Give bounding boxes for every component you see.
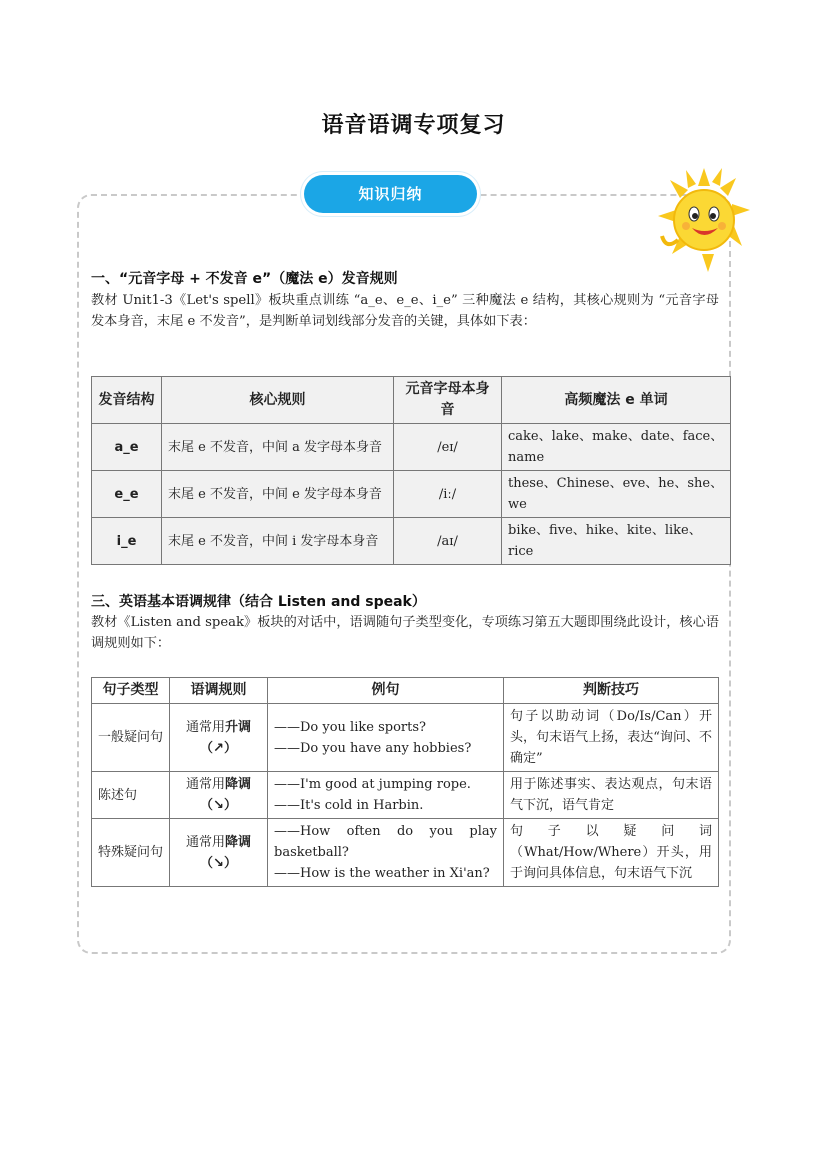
example-line: ——It's cold in Harbin.	[274, 798, 424, 813]
example-line: ——How is the weather in Xi'an?	[274, 866, 490, 881]
section3-heading: 三、英语基本语调规律（结合 Listen and speak）	[91, 594, 426, 610]
cell-structure: a_e	[92, 424, 162, 471]
table-row	[92, 819, 719, 887]
rule-keyword: 降调	[225, 834, 252, 850]
cell-tip: 用于陈述事实、表达观点，句末语气下沉，语气肯定	[504, 772, 719, 819]
falling-arrow-icon: （↘）	[200, 798, 237, 813]
table-row	[92, 772, 719, 819]
intonation-table	[91, 677, 719, 887]
rule-prefix: 通常用	[185, 719, 225, 735]
cell-type: 陈述句	[92, 772, 170, 819]
rising-arrow-icon: （↗）	[200, 740, 237, 756]
knowledge-badge: 知识归纳	[304, 175, 477, 213]
example-line: ——I'm good at jumping rope.	[274, 777, 471, 792]
cell-words: cake、lake、make、date、face、name	[502, 424, 731, 471]
rule-keyword: 降调	[225, 777, 252, 792]
table-header-row	[92, 377, 731, 424]
example-line: ——How often do you play basketball?	[274, 824, 497, 860]
cell-sound: /iː/	[394, 471, 502, 518]
example-line: ——Do you have any hobbies?	[274, 740, 472, 756]
example-line: ——Do you like sports?	[274, 719, 426, 735]
cell-tip: 句子以助动词（Do/Is/Can）开头，句末语气上扬，表达“询问、不确定”	[504, 704, 719, 772]
cell-rule: 末尾 e 不发音，中间 e 发字母本身音	[162, 471, 394, 518]
cell-type: 一般疑问句	[92, 704, 170, 772]
col-words: 高频魔法 e 单词	[502, 377, 731, 424]
section1-heading: 一、“元音字母 + 不发音 e”（魔法 e）发音规则	[91, 271, 398, 287]
cell-rule	[170, 704, 268, 772]
col-tips: 判断技巧	[504, 678, 719, 704]
col-intonation-rule: 语调规则	[170, 678, 268, 704]
cell-rule: 末尾 e 不发音，中间 i 发字母本身音	[162, 518, 394, 565]
cell-rule	[170, 772, 268, 819]
section3-paragraph: 教材《Listen and speak》板块的对话中，语调随句子类型变化，专项练习第五大题即围绕此设计，核心语调规则如下：	[91, 615, 719, 651]
cell-rule: 末尾 e 不发音，中间 a 发字母本身音	[162, 424, 394, 471]
falling-arrow-icon: （↘）	[200, 855, 237, 871]
cell-type: 特殊疑问句	[92, 819, 170, 887]
cell-words: these、Chinese、eve、he、she、we	[502, 471, 731, 518]
cell-example	[268, 772, 504, 819]
table-row	[92, 518, 731, 565]
col-sentence-type: 句子类型	[92, 678, 170, 704]
table-row	[92, 471, 731, 518]
section1-paragraph: 教材 Unit1-3《Let's spell》板块重点训练 “a_e、e_e、i_e” 三种魔法 e 结构，其核心规则为 “元音字母发本身音，末尾 e 不发音”，是判断单词划线部分发音的关键，具体如下表：	[91, 293, 719, 329]
col-core-rule: 核心规则	[162, 377, 394, 424]
cell-sound: /eɪ/	[394, 424, 502, 471]
magic-e-table	[91, 376, 731, 565]
cell-structure: e_e	[92, 471, 162, 518]
table-header-row	[92, 678, 719, 704]
col-vowel-sound: 元音字母本身音	[394, 377, 502, 424]
cell-example	[268, 704, 504, 772]
rule-prefix: 通常用	[185, 834, 225, 850]
cell-sound: /aɪ/	[394, 518, 502, 565]
rule-prefix: 通常用	[185, 777, 225, 792]
col-structure: 发音结构	[92, 377, 162, 424]
page-title: 语音语调专项复习	[321, 113, 506, 138]
cell-tip: 句子以疑问词（What/How/Where）开头，用于询问具体信息，句末语气下沉	[504, 819, 719, 887]
rule-keyword: 升调	[225, 719, 252, 735]
table-row	[92, 424, 731, 471]
cell-words: bike、five、hike、kite、like、rice	[502, 518, 731, 565]
sun-mascot-icon	[656, 166, 752, 276]
table-row	[92, 704, 719, 772]
cell-rule	[170, 819, 268, 887]
cell-example	[268, 819, 504, 887]
cell-structure: i_e	[92, 518, 162, 565]
col-example: 例句	[268, 678, 504, 704]
